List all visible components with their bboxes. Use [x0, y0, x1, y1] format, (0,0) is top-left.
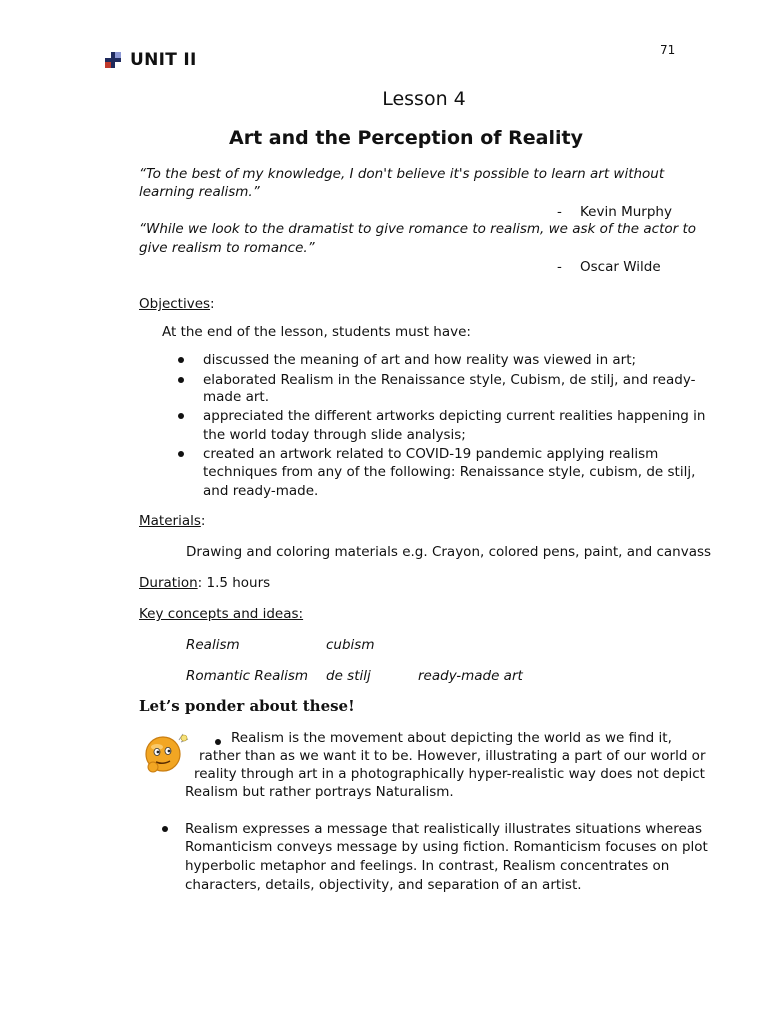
bullet-dot — [215, 739, 221, 745]
bullet-dot — [178, 357, 184, 363]
quote-1-author: Kevin Murphy — [580, 204, 672, 220]
bullet-dot — [178, 451, 184, 457]
materials-heading — [139, 512, 205, 531]
unit-label: UNIT II — [130, 50, 197, 70]
bullet-dot — [178, 413, 184, 419]
materials-text: Drawing and coloring materials e.g. Crayon, colored pens, paint, and canvass — [186, 544, 712, 560]
key-concepts-heading: Key concepts and ideas: — [139, 606, 304, 622]
ponder-2-line-4: characters, details, objectivity, and separation of an artist. — [185, 877, 582, 893]
quote-2-line-1: “While we look to the dramatist to give romance to realism, we ask of the actor to — [139, 221, 697, 237]
concept-realism: Realism — [186, 637, 240, 653]
objective-4-line-2: techniques from any of the following: Renaissance style, cubism, de stilj, — [203, 464, 696, 480]
ponder-1-line-1: Realism is the movement about depicting the world as we find it, — [231, 730, 672, 746]
page-number: 71 — [660, 43, 676, 57]
unit-header — [104, 50, 197, 70]
ponder-2-line-2: Romanticism conveys message by using fiction. Romanticism focuses on plot — [185, 839, 708, 855]
objective-4-line-3: and ready-made. — [203, 483, 319, 499]
duration-heading: Duration — [139, 575, 198, 591]
ponder-1-line-2: rather than as we want it to be. However, illustrating a part of our world or — [199, 748, 706, 764]
quote-1-line-2: learning realism.” — [139, 184, 260, 200]
quote-1-dash: - — [557, 204, 562, 220]
quote-2-dash: - — [557, 259, 562, 275]
concept-de-stilj: de stilj — [326, 668, 371, 684]
objectives-heading-colon: : — [210, 296, 215, 312]
ponder-2-line-3: hyperbolic metaphor and feelings. In contrast, Realism concentrates on — [185, 858, 670, 874]
objective-3-line-1: appreciated the different artworks depicting current realities happening in — [203, 408, 706, 424]
objective-3-line-2: the world today through slide analysis; — [203, 427, 466, 443]
lesson-label: Lesson 4 — [382, 88, 466, 110]
thinking-smiley-icon — [141, 730, 191, 776]
concept-cubism: cubism — [326, 637, 375, 653]
ponder-1-line-4: Realism but rather portrays Naturalism. — [185, 784, 454, 800]
concept-ready-made-art: ready-made art — [418, 668, 523, 684]
unit-cross-icon — [104, 51, 122, 69]
duration-value: : 1.5 hours — [197, 575, 271, 591]
lesson-title: Art and the Perception of Reality — [229, 127, 583, 149]
ponder-heading: Let’s ponder about these! — [139, 697, 355, 715]
objective-1-line-1: discussed the meaning of art and how reality was viewed in art; — [203, 352, 637, 368]
objectives-heading-text: Objectives — [139, 296, 211, 312]
objective-2-line-2: made art. — [203, 389, 269, 405]
objectives-heading — [139, 295, 215, 314]
bullet-dot — [162, 826, 168, 832]
materials-heading-colon: : — [200, 513, 206, 529]
objectives-intro: At the end of the lesson, students must have: — [162, 324, 471, 340]
quote-2-author: Oscar Wilde — [580, 259, 661, 275]
bullet-dot — [178, 377, 184, 383]
objective-4-line-1: created an artwork related to COVID-19 pandemic applying realism — [203, 446, 659, 462]
ponder-2-line-1: Realism expresses a message that realistically illustrates situations whereas — [185, 821, 703, 837]
ponder-1-line-3: reality through art in a photographically hyper-realistic way does not depict — [194, 766, 705, 782]
objective-2-line-1: elaborated Realism in the Renaissance style, Cubism, de stilj, and ready- — [203, 372, 696, 388]
materials-heading-text: Materials — [139, 513, 201, 529]
concept-romantic-realism: Romantic Realism — [186, 668, 309, 684]
quote-2-line-2: give realism to romance.” — [139, 240, 315, 256]
quote-1-line-1: “To the best of my knowledge, I don't believe it's possible to learn art without — [139, 166, 665, 182]
duration-line — [139, 574, 270, 593]
